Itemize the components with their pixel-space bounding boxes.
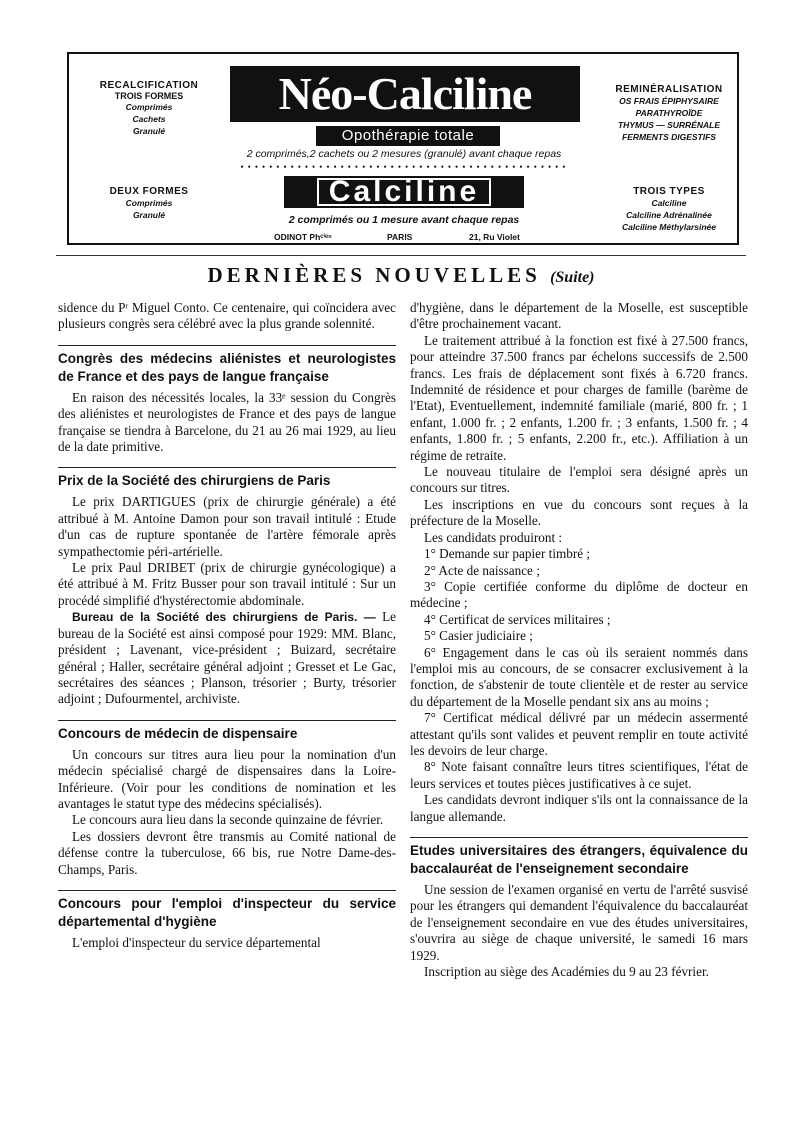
brand-second [284,176,524,208]
paragraph: Les candidats devront indiquer s'ils ont la connaissance de la langue allemande. [410,792,748,824]
paragraph: d'hygiène, dans le département de la Moselle, est susceptible d'être prochainement vacant. [410,300,748,332]
list-item: 8° Note faisant connaître leurs titres scientifiques, l'état de leurs services et toutes pièces justificatives à ce sujet. [410,759,748,791]
section-heading: Concours de médecin de dispensaire [58,720,396,743]
right-column [410,300,748,980]
list-item: 3° Copie certifiée conforme du diplôme de docteur en médecine ; [410,578,748,611]
ad-heading: REMINÉRALISATION [615,84,723,95]
address-city: PARIS [387,232,413,242]
page-title [56,263,746,288]
brand-main-subtitle: Opothérapie totale [316,126,500,146]
paragraph: Les dossiers devront être transmis au Comité national de défense contre la tuberculose, 66 bis, rue Notre Dame-des-Champs, Paris. [58,828,396,877]
ad-item: PARATHYROÏDE [635,108,703,118]
section-heading: Congrès des médecins aliénistes et neurologistes de France et des pays de langue française [58,345,396,386]
paragraph-lead: Bureau de la Société des chirurgiens de Paris. — [72,610,376,625]
paragraph: Les inscriptions en vue du concours sont reçues à la préfecture de la Moselle. [410,496,748,529]
address-maker: ODINOT Phᶜⁱᵉⁿ [274,232,332,242]
paragraph: Le prix Paul DRIBET (prix de chirurgie gynécologique) a été attribué à M. Fritz Busser pour son travail intitulé : Sur un procédé simplifié d'hystérectomie abdominale. [58,560,396,608]
paragraph: Une session de l'examen organisé en vertu de l'arrêté susvisé pour les étrangers qui demandent l'équivalence du baccalauréat de l'enseignement secondaire en vue des études universitaires, s'ouvrira au siège de chaque université, le samedi 16 mars 1929. [410,882,748,963]
paragraph: Le prix DARTIGUES (prix de chirurgie générale) a été attribué à M. Antoine Damon pour son travail intitulé : Etude d'un cas de rupture spontanée de l'artère fémorale après sympathectomie péri-artérielle. [58,494,396,559]
section-heading: Prix de la Société des chirurgiens de Paris [58,467,396,490]
paragraph: Le nouveau titulaire de l'emploi sera désigné après un concours sur titres. [410,464,748,496]
list-item: 2° Acte de naissance ; [424,562,540,578]
page-title-suffix: (Suite) [550,269,595,286]
dotted-divider: •••••••••••••••••••••••••••••••••••••••••••••• [240,162,570,172]
section-heading: Etudes universitaires des étrangers, équivalence du baccalauréat de l'enseignement secondaire [410,837,748,878]
ad-item: Cachets [132,114,166,124]
ad-left-top [79,80,219,137]
paragraph: En raison des nécessités locales, la 33ᵉ session du Congrès des aliénistes et neurologistes de France et des pays de langue française se tiendra à Barcelone, du 21 au 26 mai 1929, au lieu de la date primitive. [58,389,396,455]
header-rule [56,255,746,256]
ad-item: Calciline Adrénalinée [626,210,712,220]
paragraph: sidence du Pʳ Miguel Conto. Ce centenaire, qui coïncidera avec plusieurs congrès sera célébré avec la plus grande solennité. [58,300,396,332]
ad-item: Calciline Méthylarsinée [621,222,716,232]
ad-item: THYMUS — SURRÉNALE [617,120,720,130]
page-title-text: DERNIÈRES NOUVELLES [207,263,541,287]
paragraph-body: Le bureau de la Société est ainsi composé pour 1929: MM. Blanc, président ; Lavenant, vice-président ; Buizard, secrétaire général ; Haller, secrétaire général adjoint ; Gresset et Le Gac, secrétaires des séances ; Planson, trésorier ; Burty, trésorier adjoint ; Dufourmentel, archiviste. [58,609,397,707]
brand-second-label: Calciline [317,178,491,206]
ad-right-bottom [603,186,735,233]
ad-item: Calciline [651,198,687,208]
section-heading: Concours pour l'emploi d'inspecteur du service départemental d'hygiène [58,890,396,931]
ad-heading: DEUX FORMES [109,186,189,197]
paragraph: Inscription au siège des Académies du 9 au 23 février. [424,964,709,980]
list-item: 4° Certificat de services militaires ; [424,611,611,627]
ad-item: Granulé [132,210,166,220]
ad-right-top [603,84,735,143]
ad-heading: RECALCIFICATION [99,80,199,91]
ad-item: Granulé [132,126,166,136]
paragraph: Le concours aura lieu dans la seconde quinzaine de février. [72,812,384,828]
paragraph [58,609,396,707]
ad-item: Comprimés [125,198,173,208]
paragraph: L'emploi d'inspecteur du service départemental [72,934,321,950]
ad-heading: TROIS TYPES [633,186,705,197]
brand-main: Néo-Calciline [230,66,580,122]
list-item: 1° Demande sur papier timbré ; [424,546,591,562]
ad-subheading: TROIS FORMES [114,91,184,101]
left-column [58,300,396,951]
ad-left-bottom [79,186,219,221]
ad-item: Comprimés [125,102,173,112]
paragraph: Les candidats produiront : [424,529,563,545]
dosage-main: 2 comprimés,2 cachets ou 2 mesures (granulé) avant chaque repas [246,148,562,160]
list-item: 6° Engagement dans le cas où ils seraient nommés dans l'emploi mis au concours, de se consacrer exclusivement à la fonction, de s'abstenir de toute clientèle et de rester au service du département de la Moselle pendant six ans au moins ; [410,644,748,709]
advertisement-box [67,52,739,245]
list-item: 7° Certificat médical délivré par un médecin assermenté attestant qu'ils sont valides et peuvent remplir en toute activité les devoirs de leur charge. [410,710,748,758]
paragraph: Un concours sur titres aura lieu pour la nomination d'un médecin spécialisé chargé de dispensaires dans la Loire-Inférieure. (Voir pour les conditions de nomination et les avantages le statut type des médecins spécialisés). [58,746,396,811]
list-item: 5° Casier judiciaire ; [424,628,533,644]
paragraph: Le traitement attribué à la fonction est fixé à 27.500 francs, pour atteindre 37.500 francs par échelons successifs de 2.500 francs. Les frais de déplacement sont fixés à 6.720 francs. Indemnité de résidence et pour charges de famille (barème de l'Etat), Eventuellement, indemnité familiale (marié, 800 fr. ; 1 enfant, 1.000 fr. ; 2 enfants, 1.200 fr. ; 3 enfants, 1.500 fr. ; 4 enfants, 1.800 fr. ; 5 enfants, 2.200 fr., etc.). Affiliation à un régime de retraite. [410,332,748,463]
ad-item: OS FRAIS ÉPIPHYSAIRE [619,96,719,106]
address-street: 21, Ru Violet [469,232,520,242]
dosage-second: 2 comprimés ou 1 mesure avant chaque repas [288,214,520,226]
ad-item: FERMENTS DIGESTIFS [622,132,716,142]
